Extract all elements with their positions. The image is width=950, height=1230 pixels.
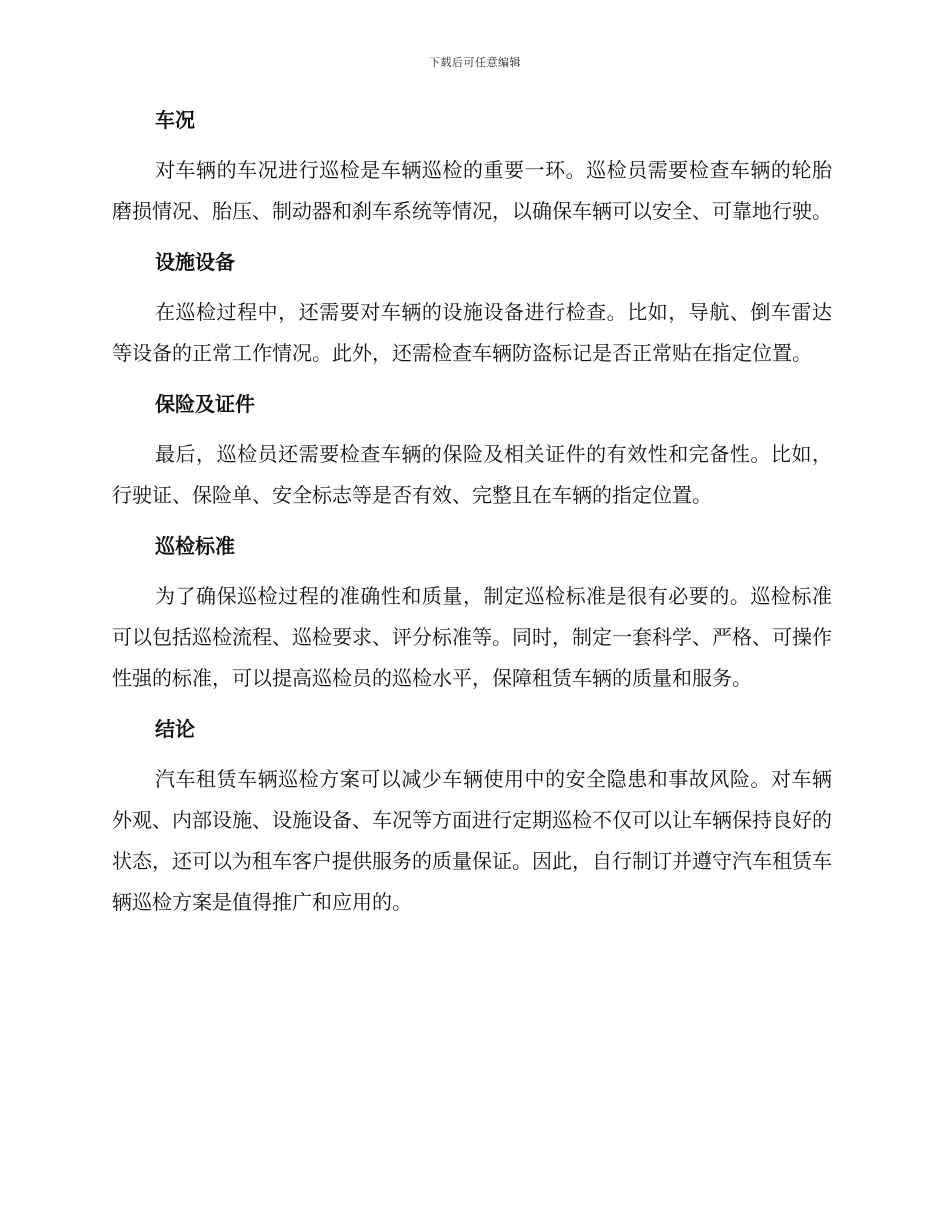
section-heading: 车况 <box>155 108 195 132</box>
section-heading: 结论 <box>155 717 195 741</box>
section-heading: 巡检标准 <box>155 534 235 558</box>
section-facilities-equipment <box>112 248 832 374</box>
section-paragraph: 对车辆的车况进行巡检是车辆巡检的重要一环。巡检员需要检查车辆的轮胎磨损情况、胎压、制动器和刹车系统等情况，以确保车辆可以安全、可靠地行驶。 <box>112 158 832 223</box>
page-header: 下载后可任意编辑 <box>429 56 521 69</box>
section-insurance-documents <box>112 390 832 516</box>
section-paragraph: 汽车租赁车辆巡检方案可以减少车辆使用中的安全隐患和事故风险。对车辆外观、内部设施、设施设备、车况等方面进行定期巡检不仅可以让车辆保持良好的状态，还可以为租车客户提供服务的质量保证。因此，自行制订并遵守汽车租赁车辆巡检方案是值得推广和应用的。 <box>112 767 832 914</box>
section-paragraph: 在巡检过程中，还需要对车辆的设施设备进行检查。比如，导航、倒车雷达等设备的正常工作情况。此外，还需检查车辆防盗标记是否正常贴在指定位置。 <box>112 300 832 365</box>
section-vehicle-condition <box>112 106 832 232</box>
section-paragraph: 为了确保巡检过程的准确性和质量，制定巡检标准是很有必要的。巡检标准可以包括巡检流程、巡检要求、评分标准等。同时，制定一套科学、严格、可操作性强的标准，可以提高巡检员的巡检水平，保障租赁车辆的质量和服务。 <box>112 584 832 690</box>
section-heading: 保险及证件 <box>155 392 255 416</box>
section-heading: 设施设备 <box>155 250 235 274</box>
section-paragraph: 最后，巡检员还需要检查车辆的保险及相关证件的有效性和完备性。比如，行驶证、保险单、安全标志等是否有效、完整且在车辆的指定位置。 <box>112 442 832 507</box>
document-body <box>112 106 832 939</box>
section-inspection-standards <box>112 532 832 699</box>
section-conclusion <box>112 715 832 923</box>
